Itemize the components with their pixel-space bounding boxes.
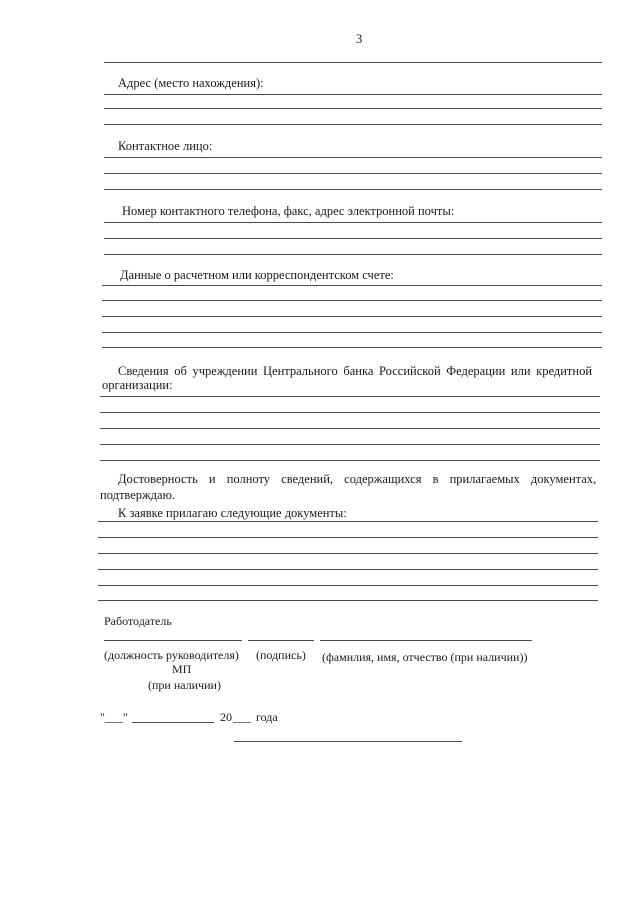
- attach-label: К заявке прилагаю следующие документы:: [118, 506, 347, 520]
- form-line: [102, 332, 602, 333]
- form-line: [102, 347, 602, 348]
- form-line: [98, 569, 598, 570]
- form-line: [100, 412, 600, 413]
- contact-label: Контактное лицо:: [118, 139, 213, 153]
- position-line: [104, 640, 242, 641]
- form-line: [102, 316, 602, 317]
- form-line: [102, 285, 602, 286]
- form-line: [104, 124, 602, 125]
- confirm-line1: Достоверность и полноту сведений, содержащихся в прилагаемых документах,: [118, 472, 597, 486]
- position-caption: (должность руководителя): [104, 648, 239, 662]
- form-line: [104, 238, 602, 239]
- form-line: [100, 396, 600, 397]
- form-line: [104, 157, 602, 158]
- address-label: Адрес (место нахождения):: [118, 76, 264, 90]
- date-day: "___": [100, 710, 128, 724]
- stamp-note: (при наличии): [148, 678, 221, 692]
- date-year-blank: ___: [233, 710, 251, 724]
- form-line: [98, 553, 598, 554]
- signature-line: [248, 640, 314, 641]
- bank-label-line1: Сведения об учреждении Центрального банка Российской Федерации или кредитной: [118, 364, 593, 378]
- form-line: [104, 62, 602, 63]
- account-label: Данные о расчетном или корреспондентском счете:: [120, 268, 394, 282]
- stamp-label: МП: [172, 662, 192, 676]
- form-line: [104, 94, 602, 95]
- form-line: [104, 189, 602, 190]
- name-caption: (фамилия, имя, отчество (при наличии)): [322, 650, 528, 664]
- form-line: [104, 108, 602, 109]
- form-line: [98, 600, 598, 601]
- form-line: [100, 460, 600, 461]
- name-line: [320, 640, 532, 641]
- phone-label: Номер контактного телефона, факс, адрес электронной почты:: [122, 204, 455, 218]
- confirm-line2: подтверждаю.: [100, 488, 176, 502]
- closing-rule: [234, 741, 462, 742]
- form-line: [104, 254, 602, 255]
- date-year-prefix: 20: [220, 710, 232, 724]
- date-month-line: [132, 722, 214, 723]
- form-line: [104, 222, 602, 223]
- form-line: [98, 585, 598, 586]
- signature-caption: (подпись): [256, 648, 306, 662]
- employer-label: Работодатель: [104, 614, 172, 628]
- form-line: [100, 444, 600, 445]
- date-year-word: года: [256, 710, 278, 724]
- bank-label-line2: организации:: [102, 378, 173, 392]
- form-line: [98, 537, 598, 538]
- form-line: [102, 300, 602, 301]
- form-line: [104, 173, 602, 174]
- form-line: [100, 428, 600, 429]
- page-number: 3: [356, 32, 363, 46]
- form-line: [98, 521, 598, 522]
